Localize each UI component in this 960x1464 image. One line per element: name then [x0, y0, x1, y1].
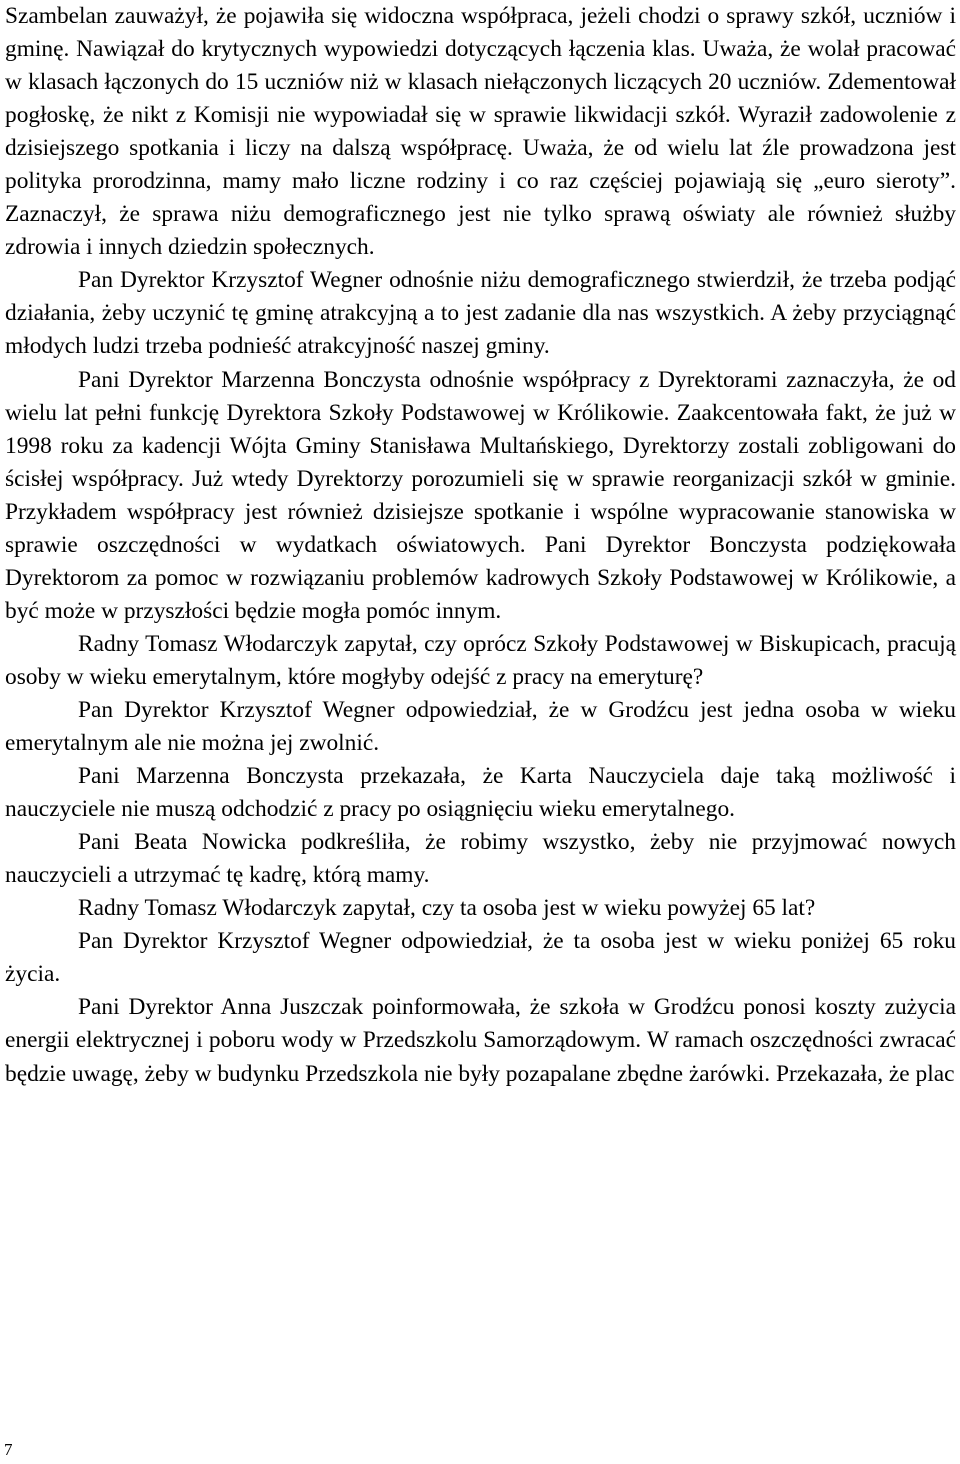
paragraph-9: Pan Dyrektor Krzysztof Wegner odpowiedział, że ta osoba jest w wieku poniżej 65 roku życia. — [5, 928, 956, 988]
paragraph-10: Pani Dyrektor Anna Juszczak poinformowała, że szkoła w Grodźcu ponosi koszty zużycia energii elektrycznej i poboru wody w Przedszkolu Samorządowym. W ramach oszczędności zwracać będzie uwagę, żeby w budynku Przedszkola nie były pozapalane zbędne żarówki. Przekazała, że plac — [5, 994, 956, 1087]
paragraph-2: Pan Dyrektor Krzysztof Wegner odnośnie niżu demograficznego stwierdził, że trzeba podjąć działania, żeby uczynić tę gminę atrakcyjną a to jest zadanie dla nas wszystkich. A żeby przyciągnąć młodych ludzi trzeba podnieść atrakcyjność naszej gminy. — [5, 267, 956, 360]
paragraph-3: Pani Dyrektor Marzenna Bonczysta odnośnie współpracy z Dyrektorami zaznaczyła, że od wielu lat pełni funkcję Dyrektora Szkoły Podstawowej w Królikowie. Zaakcentowała fakt, że już w 1998 roku za kadencji Wójta Gminy Stanisława Multańskiego, Dyrektorzy zostali zobligowani do ścisłej współpracy. Już wtedy Dyrektorzy porozumieli się w sprawie reorganizacji szkół w gminie. Przykładem współpracy jest również dzisiejsze spotkanie i wspólne wypracowanie stanowiska w sprawie oszczędności w wydatkach oświatowych. Pani Dyrektor Bonczysta podziękowała Dyrektorom za pomoc w rozwiązaniu problemów kadrowych Szkoły Podstawowej w Królikowie, a być może w przyszłości będzie mogła pomóc innym. — [5, 366, 956, 624]
page-number: 7 — [4, 1440, 13, 1459]
paragraph-1: Szambelan zauważył, że pojawiła się widoczna współpraca, jeżeli chodzi o sprawy szkół, uczniów i gminę. Nawiązał do krytycznych wypowiedzi dotyczących łączenia klas. Uważa, że wolał pracować w klasach łączonych do 15 uczniów niż w klasach niełączonych liczących 20 uczniów. Zdementował pogłoskę, że nikt z Komisji nie wypowiadał się w sprawie likwidacji szkół. Wyraził zadowolenie z dzisiejszego spotkania i liczy na dalszą współpracę. Uważa, że od wielu lat źle prowadzona jest polityka prorodzinna, mamy mało liczne rodziny i co raz częściej pojawiają się „euro sieroty”. Zaznaczył, że sprawa niżu demograficznego jest nie tylko sprawą oświaty ale również służby zdrowia i innych dziedzin społecznych. — [5, 3, 956, 261]
paragraph-6: Pani Marzenna Bonczysta przekazała, że Karta Nauczyciela daje taką możliwość i nauczyciele nie muszą odchodzić z pracy po osiągnięciu wieku emerytalnego. — [5, 763, 956, 823]
paragraph-8: Radny Tomasz Włodarczyk zapytał, czy ta osoba jest w wieku powyżej 65 lat? — [78, 895, 816, 922]
paragraph-7: Pani Beata Nowicka podkreśliła, że robimy wszystko, żeby nie przyjmować nowych nauczycieli a utrzymać tę kadrę, którą mamy. — [5, 829, 956, 889]
paragraph-5: Pan Dyrektor Krzysztof Wegner odpowiedział, że w Grodźcu jest jedna osoba w wieku emerytalnym ale nie można jej zwolnić. — [5, 696, 956, 757]
paragraph-4: Radny Tomasz Włodarczyk zapytał, czy oprócz Szkoły Podstawowej w Biskupicach, pracują osoby w wieku emerytalnym, które mogłyby odejść z pracy na emeryturę? — [5, 630, 956, 690]
document-page — [5, 0, 956, 1091]
